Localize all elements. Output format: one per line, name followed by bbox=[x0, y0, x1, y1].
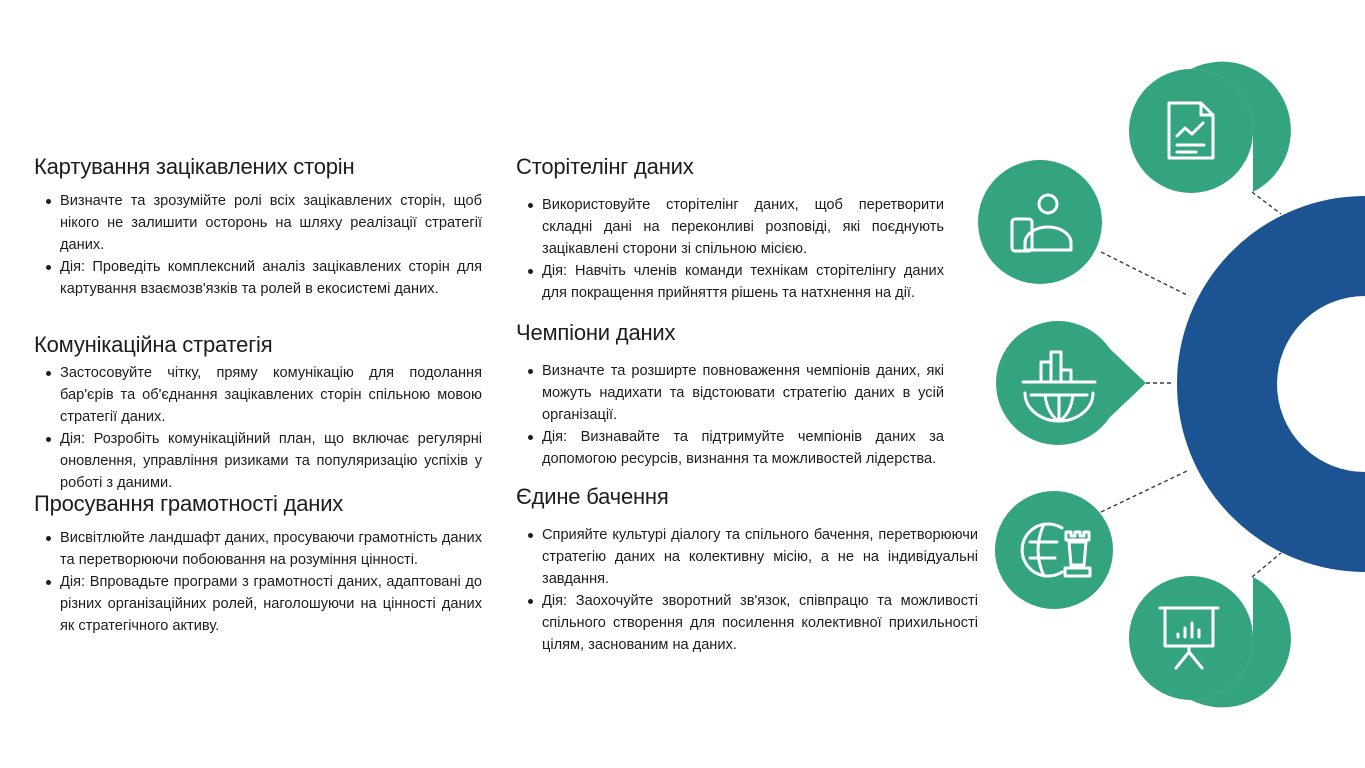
bullet-item: Дія: Визнавайте та підтримуйте чемпіонів даних за допомогою ресурсів, визнання та можливостей лідерства. bbox=[542, 426, 944, 470]
bullet-item: Дія: Розробіть комунікаційний план, що включає регулярні оновлення, управління ризиками та популяризацію успіхів у роботі з даними. bbox=[60, 428, 482, 494]
globe-strategy-icon bbox=[995, 491, 1113, 609]
bullet-item: Визначте та розширте повноваження чемпіонів даних, які можуть надихати та відстоювати стратегію даних в усій організації. bbox=[542, 360, 944, 426]
report-chart-icon bbox=[1129, 62, 1291, 193]
bullet-item: Визначте та зрозумійте ролі всіх зацікавлених сторін, щоб нікого не залишити осторонь на шляху реалізації стратегії даних. bbox=[60, 190, 482, 256]
bullet-item: Дія: Заохочуйте зворотний зв'язок, співпрацю та можливості спільного створення для посилення колективної прихильності цілям, заснованим на даних. bbox=[542, 590, 978, 656]
bullet-item: Сприяйте культурі діалогу та спільного бачення, перетворюючи стратегію даних на колективну місію, а не на індивідуальні завдання. bbox=[542, 524, 978, 590]
bullet-item: Застосовуйте чітку, пряму комунікацію для подолання бар'єрів та об'єднання зацікавлених сторін спільною мовою стратегії даних. bbox=[60, 362, 482, 428]
bullet-item: Висвітлюйте ландшафт даних, просуваючи грамотність даних та перетворюючи побоювання на розуміння цінності. bbox=[60, 527, 482, 571]
bullet-item: Дія: Проведіть комплексний аналіз зацікавлених сторін для картування взаємозв'язків та ролей в екосистемі даних. bbox=[60, 256, 482, 300]
stakeholder-icon bbox=[978, 160, 1102, 284]
bullet-item: Дія: Впровадьте програми з грамотності даних, адаптовані до різних організаційних ролей, наголошуючи на цінності даних як стратегічного активу. bbox=[60, 571, 482, 637]
section-title: Єдине бачення bbox=[516, 484, 669, 509]
bullet-item: Використовуйте сторітелінг даних, щоб перетворити складні дані на переконливі розповіді, які поєднують зацікавлені сторони зі спільною місією. bbox=[542, 194, 944, 260]
section-title: Картування зацікавлених сторін bbox=[34, 154, 355, 179]
section-title: Сторітелінг даних bbox=[516, 154, 694, 179]
section-title: Чемпіони даних bbox=[516, 320, 676, 345]
navy-ring bbox=[1227, 246, 1365, 522]
section-title: Просування грамотності даних bbox=[34, 491, 344, 516]
global-data-icon bbox=[996, 321, 1146, 445]
presentation-board-icon bbox=[1129, 576, 1291, 707]
section-title: Комунікаційна стратегія bbox=[34, 332, 273, 357]
bullet-item: Дія: Навчіть членів команди технікам сторітелінгу даних для покращення прийняття рішень та натхнення на дії. bbox=[542, 260, 944, 304]
